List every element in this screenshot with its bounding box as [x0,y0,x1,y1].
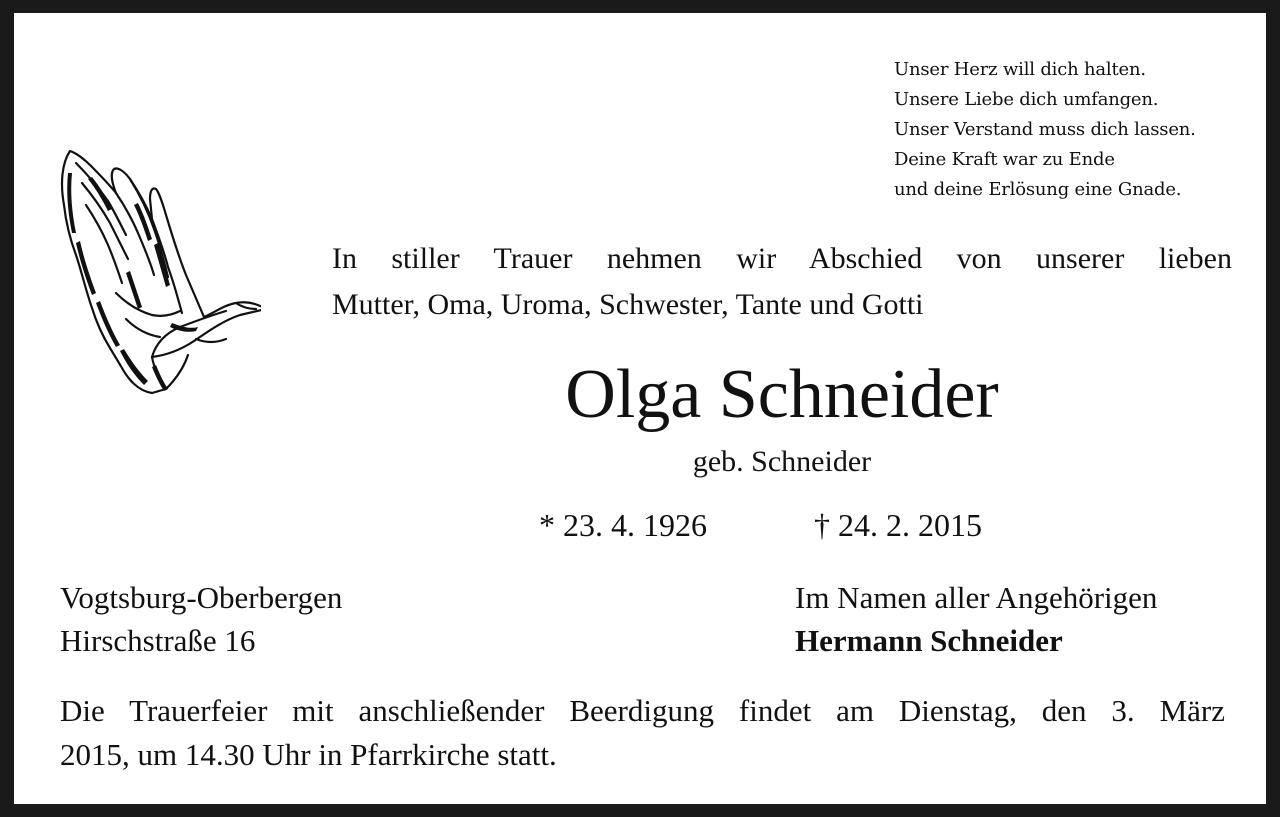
maiden-name: geb. Schneider [692,445,872,478]
death-date: † 24. 2. 2015 [814,507,982,543]
intro-text [332,236,1232,328]
poem-line: Unsere Liebe dich umfangen. [894,89,1159,110]
signatory-name: Hermann Schneider [795,623,1063,658]
address-line: Vogtsburg-Oberbergen [60,580,343,615]
family-line: Im Namen aller Angehörigen [795,580,1158,615]
family-signature [795,576,1157,662]
praying-hands-icon [56,143,261,398]
poem-line: Unser Herz will dich halten. [894,59,1146,80]
intro-line: In stiller Trauer nehmen wir Abschied von unserer lieben [332,242,1232,275]
funeral-line: Die Trauerfeier mit anschließender Beerdigung findet am Dienstag, den 3. März [60,693,1225,728]
birth-date: * 23. 4. 1926 [539,507,707,543]
address [60,576,342,662]
poem-line: und deine Erlösung eine Gnade. [894,179,1182,200]
funeral-notice [60,689,1225,777]
intro-line: Mutter, Oma, Uroma, Schwester, Tante und Gotti [332,288,924,321]
poem [894,55,1254,205]
poem-line: Unser Verstand muss dich lassen. [894,119,1196,140]
address-line: Hirschstraße 16 [60,623,256,658]
funeral-line: 2015, um 14.30 Uhr in Pfarrkirche statt. [60,737,557,772]
obituary-card [14,13,1266,804]
poem-line: Deine Kraft war zu Ende [894,149,1115,170]
deceased-name: Olga Schneider [565,356,999,433]
